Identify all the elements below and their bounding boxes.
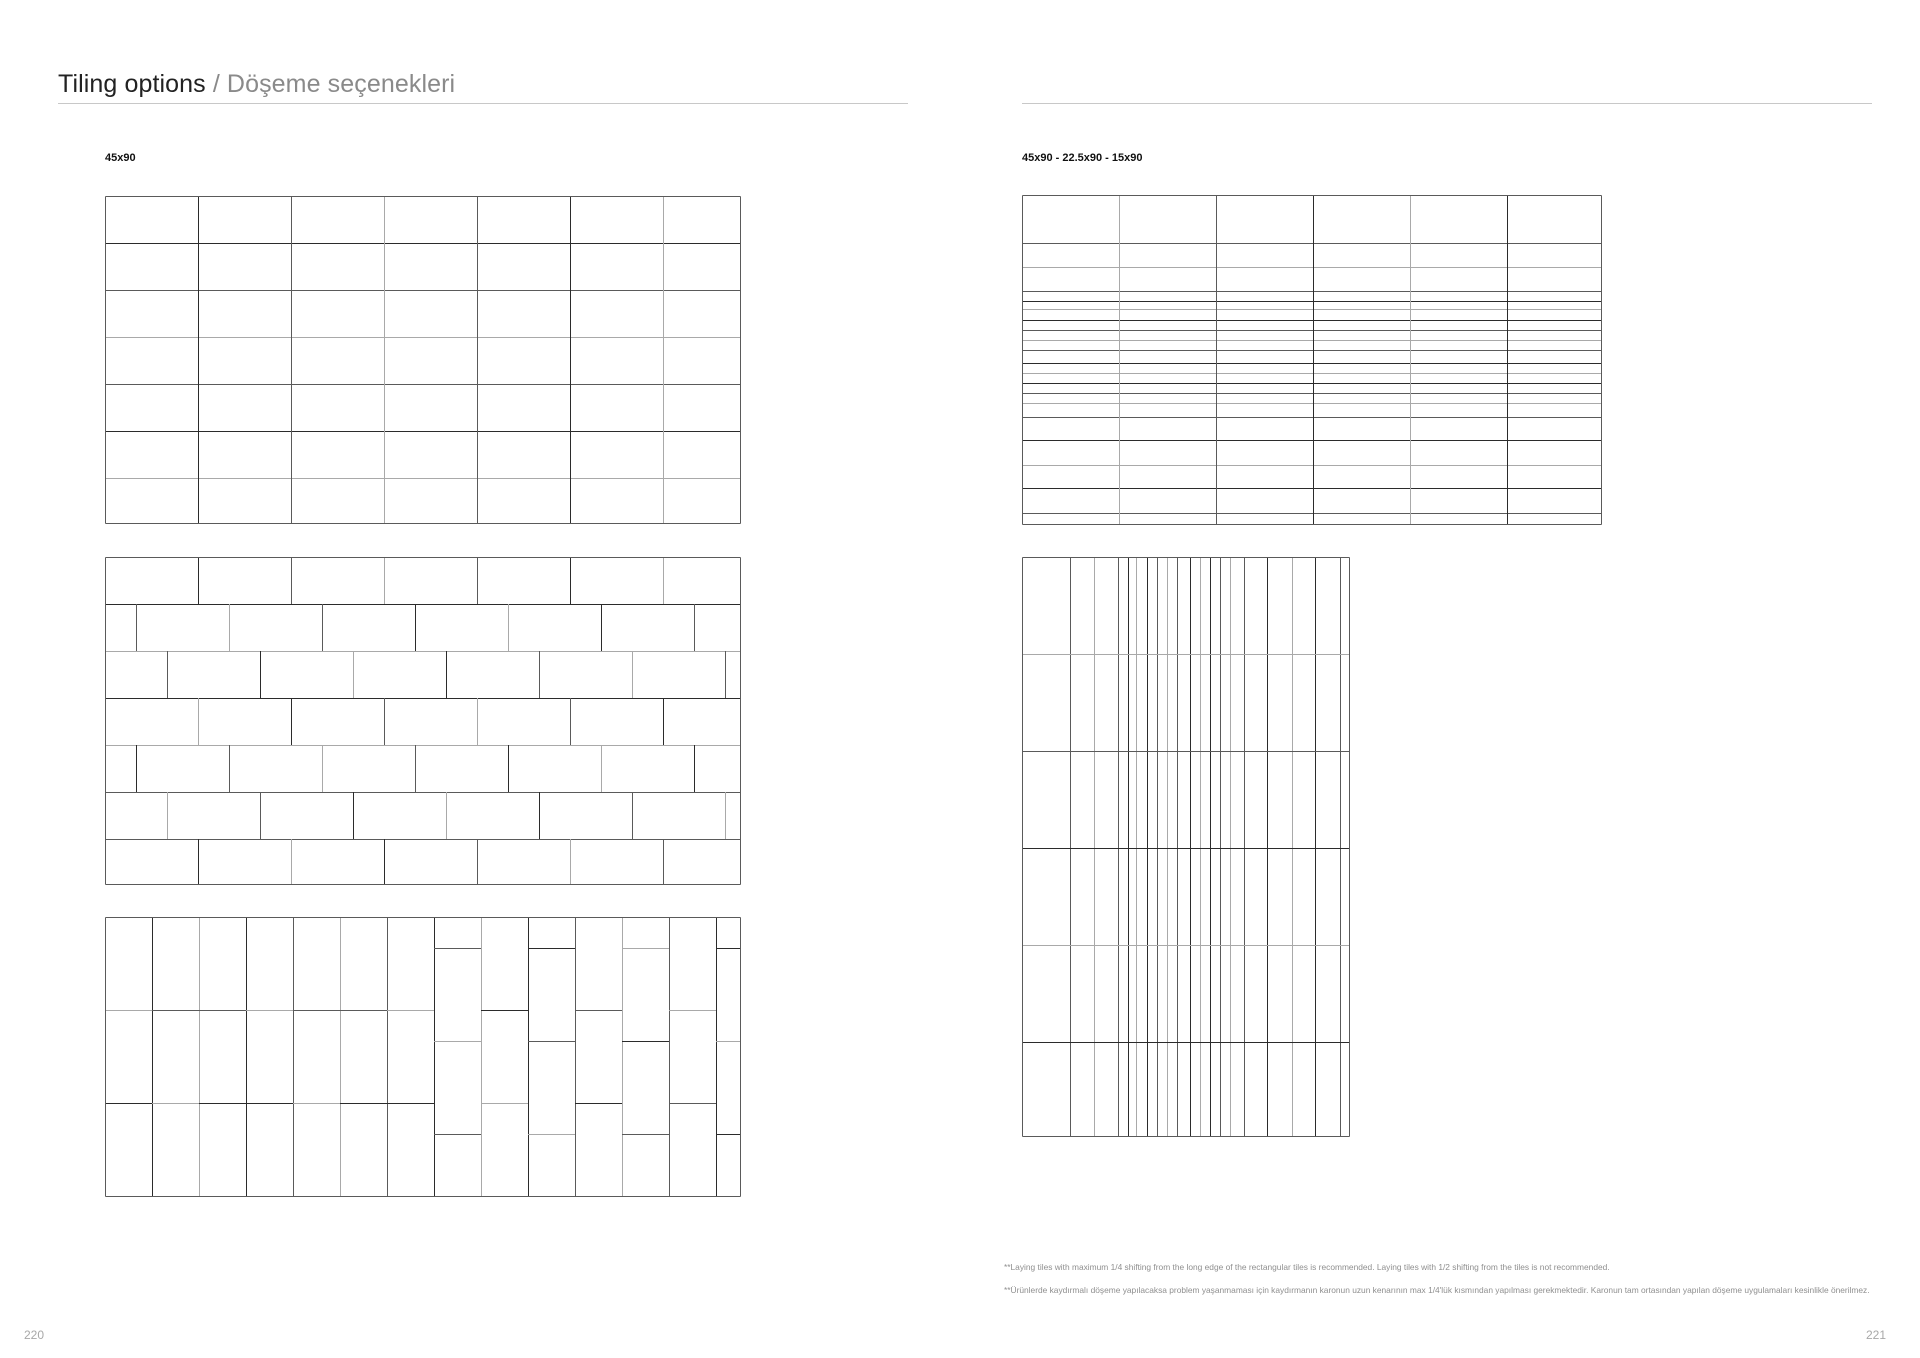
page-title — [58, 70, 455, 99]
pattern-mixed-vertical — [1022, 557, 1350, 1137]
header-rule — [1022, 103, 1872, 104]
format-label: 45x90 — [105, 152, 136, 164]
note-english: **Laying tiles with maximum 1/4 shifting from the long edge of the rectangular tiles is recommended. Laying tiles with 1/2 shifting from the tiles is not recommended. — [1004, 1262, 1610, 1272]
page-number: 221 — [1866, 1328, 1887, 1342]
header-rule — [58, 103, 908, 104]
note-turkish: **Ürünlerde kaydırmalı döşeme yapılacaksa problem yaşanmaması için kaydırmanın karonun uzun kenarının max 1/4'lük kısmından yapılması gerekmektedir. Karonun tam ortasından yapılan döşeme uygulamaları kesinlikle önerilmez. — [1004, 1285, 1870, 1295]
right-page — [960, 0, 1920, 1358]
pattern-mixed-horizontal — [1022, 195, 1602, 525]
page-number: 220 — [24, 1328, 45, 1342]
pattern-running-bond — [105, 557, 741, 885]
title-english: Tiling options — [58, 70, 206, 98]
pattern-vertical-stack-and-offset — [105, 917, 741, 1197]
title-turkish: Döşeme seçenekleri — [226, 70, 456, 98]
format-label: 45x90 - 22.5x90 - 15x90 — [1022, 152, 1143, 164]
pattern-grid — [105, 196, 741, 524]
title-separator: / — [205, 70, 227, 98]
